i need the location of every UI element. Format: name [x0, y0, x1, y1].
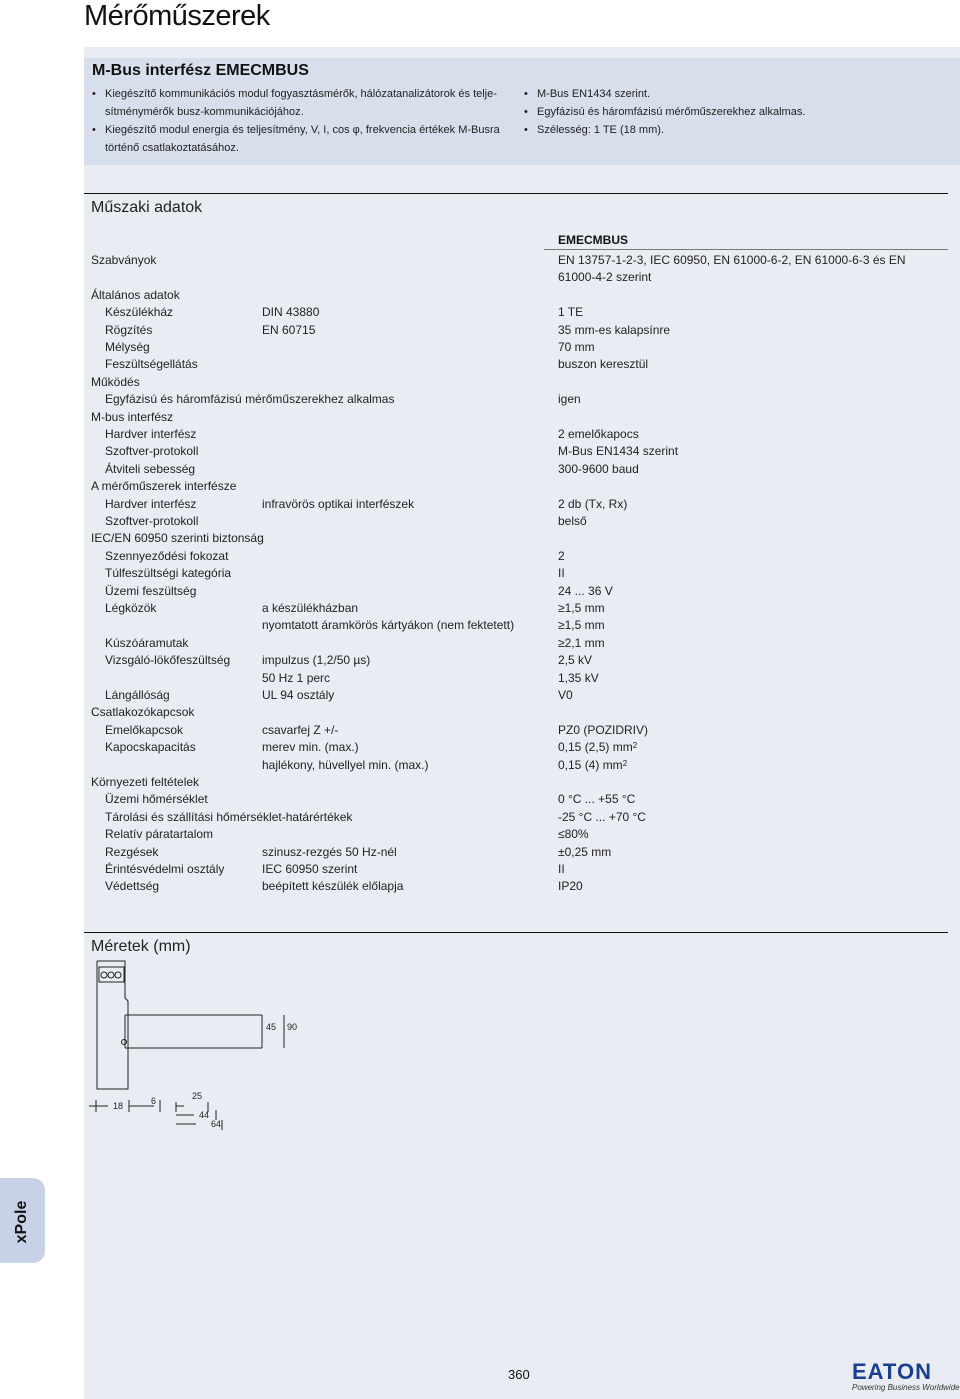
spec-value-text: EN 13757-1-2-3, IEC 60950, EN 61000-6-2, EN 61000-6-3 és EN 61000-4-2 szerint [558, 253, 906, 284]
spec-label: Üzemi hőmérséklet [105, 792, 208, 807]
spec-row [0, 409, 960, 426]
spec-label: Rögzítés [105, 322, 153, 337]
spec-row [0, 791, 960, 808]
side-tab-label: xPole [13, 1200, 30, 1244]
feature-item: • Kiegészítő modul energia és teljesítmény, V, I, cos φ, frekvencia értékek M-Busra történő csatlakoztatásához. [91, 121, 511, 157]
spec-condition: DIN 43880 [262, 305, 320, 320]
page-number: 360 [508, 1367, 530, 1382]
column-header-rule [544, 249, 948, 250]
feature-list-right [523, 85, 903, 139]
spec-value [558, 617, 605, 634]
spec-row [0, 809, 960, 826]
spec-row [0, 652, 960, 669]
spec-value-superscript: 2 [632, 741, 638, 751]
spec-condition: EN 60715 [262, 322, 316, 337]
spec-condition: nyomtatott áramkörös kártyákon (nem fektetett) [262, 618, 515, 633]
spec-label: Egyfázisú és háromfázisú mérőműszerekhez alkalmas [105, 392, 395, 407]
spec-value-text: buszon keresztül [558, 357, 649, 372]
dim-label-64: 64 [211, 1119, 222, 1129]
spec-value [558, 722, 648, 739]
spec-value-text: II [558, 862, 565, 876]
spec-condition: infravörös optikai interfészek [262, 496, 415, 511]
spec-value-text: 2 [558, 548, 565, 563]
spec-value-text: ≤80% [558, 827, 589, 842]
spec-value-text: ≥1,5 mm [558, 601, 605, 615]
spec-row [0, 530, 960, 547]
spec-value-text: belső [558, 514, 587, 528]
dim-label-90: 90 [287, 1022, 298, 1032]
spec-label: Általános adatok [91, 287, 180, 302]
spec-row [0, 339, 960, 356]
spec-value-text: igen [558, 392, 581, 407]
spec-value [558, 844, 611, 861]
spec-value [558, 652, 592, 669]
spec-value [558, 322, 670, 339]
dim-label-44: 44 [199, 1110, 210, 1120]
dim-label-6: 6 [151, 1096, 157, 1106]
spec-value-text: 2 db (Tx, Rx) [558, 496, 628, 511]
spec-value-text: 24 ... 36 V [558, 583, 613, 598]
spec-row [0, 374, 960, 391]
spec-value [558, 496, 627, 513]
feature-item: • Kiegészítő kommunikációs modul fogyasztásmérők, hálózatanalizátorok és teljesítménymérők busz-kommunikációjához. [91, 85, 511, 121]
dim-label-45: 45 [266, 1022, 277, 1032]
spec-value [558, 861, 565, 878]
spec-label: Hardver interfész [105, 496, 197, 511]
spec-value [558, 583, 613, 600]
spec-label: Vizsgáló-lökőfeszültség [105, 653, 231, 668]
spec-label: Érintésvédelmi osztály [105, 862, 225, 876]
spec-label: Emelőkapcsok [105, 722, 184, 737]
spec-value-text: 1,35 kV [558, 670, 599, 685]
spec-value-text: PZ0 (POZIDRIV) [558, 722, 649, 737]
spec-label: Mélység [105, 340, 150, 354]
spec-row [0, 757, 960, 774]
spec-value [558, 339, 595, 356]
spec-row [0, 583, 960, 600]
spec-row [0, 739, 960, 756]
spec-label: Védettség [105, 879, 160, 894]
spec-condition: 50 Hz 1 perc [262, 670, 331, 685]
spec-row [0, 391, 960, 408]
spec-label: Üzemi feszültség [105, 583, 197, 598]
spec-value [558, 600, 605, 617]
spec-label: IEC/EN 60950 szerinti biztonság [91, 531, 264, 546]
spec-value [558, 757, 627, 774]
spec-label: Szoftver-protokoll [105, 444, 199, 459]
spec-label: Szennyeződési fokozat [105, 548, 229, 563]
side-tab[interactable] [0, 1178, 45, 1263]
spec-condition: hajlékony, hüvellyel min. (max.) [262, 757, 429, 772]
spec-label: Tárolási és szállítási hőmérséklet-határértékek [105, 809, 353, 824]
spec-row [0, 861, 960, 878]
spec-value-text: ±0,25 mm [558, 844, 612, 859]
spec-label: Átviteli sebesség [105, 461, 196, 476]
spec-value-text: IP20 [558, 879, 583, 894]
spec-value-text: II [558, 566, 565, 581]
spec-row [0, 287, 960, 304]
spec-label: Lángállóság [105, 688, 170, 702]
spec-value [558, 687, 573, 704]
spec-value-text: V0 [558, 688, 573, 702]
feature-item: • Egyfázisú és háromfázisú mérőműszerekhez alkalmas. [523, 103, 903, 121]
spec-label: Relatív páratartalom [105, 827, 214, 842]
spec-value [558, 635, 605, 652]
spec-value [558, 513, 587, 530]
spec-label: Készülékház [105, 305, 174, 320]
spec-value-text: 2 emelőkapocs [558, 427, 639, 441]
dim-label-18: 18 [113, 1101, 124, 1111]
spec-value-text: 2,5 kV [558, 653, 593, 668]
spec-value [558, 809, 646, 826]
spec-value-text: 0,15 (2,5) mm [558, 740, 633, 755]
spec-label: Feszültségellátás [105, 357, 198, 372]
spec-value-text: 0 °C ... +55 °C [558, 792, 636, 807]
spec-row [0, 635, 960, 652]
spec-label: Túlfeszültségi kategória [105, 566, 232, 581]
section-divider [84, 193, 948, 194]
spec-row [0, 548, 960, 565]
section-divider [84, 932, 948, 933]
spec-row [0, 844, 960, 861]
spec-row [0, 322, 960, 339]
spec-row [0, 443, 960, 460]
spec-label: Működés [91, 374, 140, 389]
page-title: Mérőműszerek [84, 0, 270, 32]
spec-value [558, 356, 648, 373]
spec-row [0, 774, 960, 791]
spec-row [0, 478, 960, 495]
spec-label: M-bus interfész [91, 409, 174, 424]
dimension-drawing [84, 960, 324, 1135]
spec-value-text: ≥1,5 mm [558, 618, 605, 633]
spec-row [0, 513, 960, 530]
spec-value-text: 1 TE [558, 305, 584, 320]
spec-value [558, 391, 581, 408]
dims-section-title: Méretek (mm) [91, 938, 191, 955]
spec-condition: beépített készülék előlapja [262, 879, 404, 894]
spec-value-text: 0,15 (4) mm [558, 757, 623, 772]
spec-value [558, 791, 635, 808]
spec-value [558, 565, 565, 582]
spec-value [558, 426, 639, 443]
spec-value [558, 461, 639, 478]
spec-value-superscript: 2 [622, 758, 628, 768]
spec-condition: a készülékházban [262, 601, 359, 615]
spec-condition: szinusz-rezgés 50 Hz-nél [262, 844, 397, 859]
dim-label-25: 25 [192, 1091, 203, 1101]
spec-row [0, 878, 960, 895]
spec-row [0, 304, 960, 321]
spec-condition: IEC 60950 szerint [262, 862, 358, 876]
spec-value [558, 304, 583, 321]
spec-value [558, 878, 583, 895]
spec-label: A mérőműszerek interfésze [91, 479, 237, 494]
spec-value [558, 826, 589, 843]
spec-row [0, 252, 960, 284]
spec-value-text: -25 °C ... +70 °C [558, 809, 646, 824]
spec-value-text: M-Bus EN1434 szerint [558, 444, 679, 459]
logo-tagline: Powering Business Worldwide [852, 1383, 960, 1392]
spec-value [558, 670, 599, 687]
spec-value [558, 252, 928, 286]
feature-item: • Szélesség: 1 TE (18 mm). [523, 121, 903, 139]
spec-value-text: 70 mm [558, 340, 595, 354]
spec-label: Szoftver-protokoll [105, 514, 199, 528]
spec-value [558, 548, 565, 565]
spec-label: Szabványok [91, 253, 157, 267]
spec-row [0, 826, 960, 843]
spec-row [0, 426, 960, 443]
spec-label: Kapocskapacitás [105, 740, 196, 755]
spec-value-text: 300-9600 baud [558, 461, 639, 476]
column-header: EMECMBUS [558, 233, 629, 247]
spec-row [0, 617, 960, 634]
spec-label: Rezgések [105, 844, 159, 859]
spec-value [558, 739, 637, 756]
spec-label: Hardver interfész [105, 427, 197, 441]
spec-row [0, 356, 960, 373]
spec-label: Kúszóáramutak [105, 635, 189, 650]
product-title: M-Bus interfész EMECMBUS [92, 62, 309, 79]
spec-row [0, 496, 960, 513]
spec-row [0, 461, 960, 478]
spec-row [0, 704, 960, 721]
tech-section-title: Műszaki adatok [91, 199, 203, 216]
feature-item: • M-Bus EN1434 szerint. [523, 85, 903, 103]
spec-condition: impulzus (1,2/50 µs) [262, 653, 371, 668]
feature-list-left [91, 85, 511, 157]
logo-wordmark: EATON [852, 1359, 932, 1384]
spec-value [558, 443, 678, 460]
spec-value-text: ≥2,1 mm [558, 635, 605, 650]
spec-row [0, 565, 960, 582]
spec-condition: merev min. (max.) [262, 740, 359, 755]
spec-label: Légközök [105, 601, 157, 615]
eaton-logo [852, 1359, 960, 1392]
spec-value-text: 35 mm-es kalapsínre [558, 322, 671, 337]
spec-row [0, 687, 960, 704]
spec-label: Csatlakozókapcsok [91, 705, 195, 720]
spec-row [0, 722, 960, 739]
spec-row [0, 600, 960, 617]
spec-condition: UL 94 osztály [262, 688, 335, 702]
spec-row [0, 670, 960, 687]
spec-condition: csavarfej Z +/- [262, 722, 339, 737]
spec-label: Környezeti feltételek [91, 775, 200, 789]
